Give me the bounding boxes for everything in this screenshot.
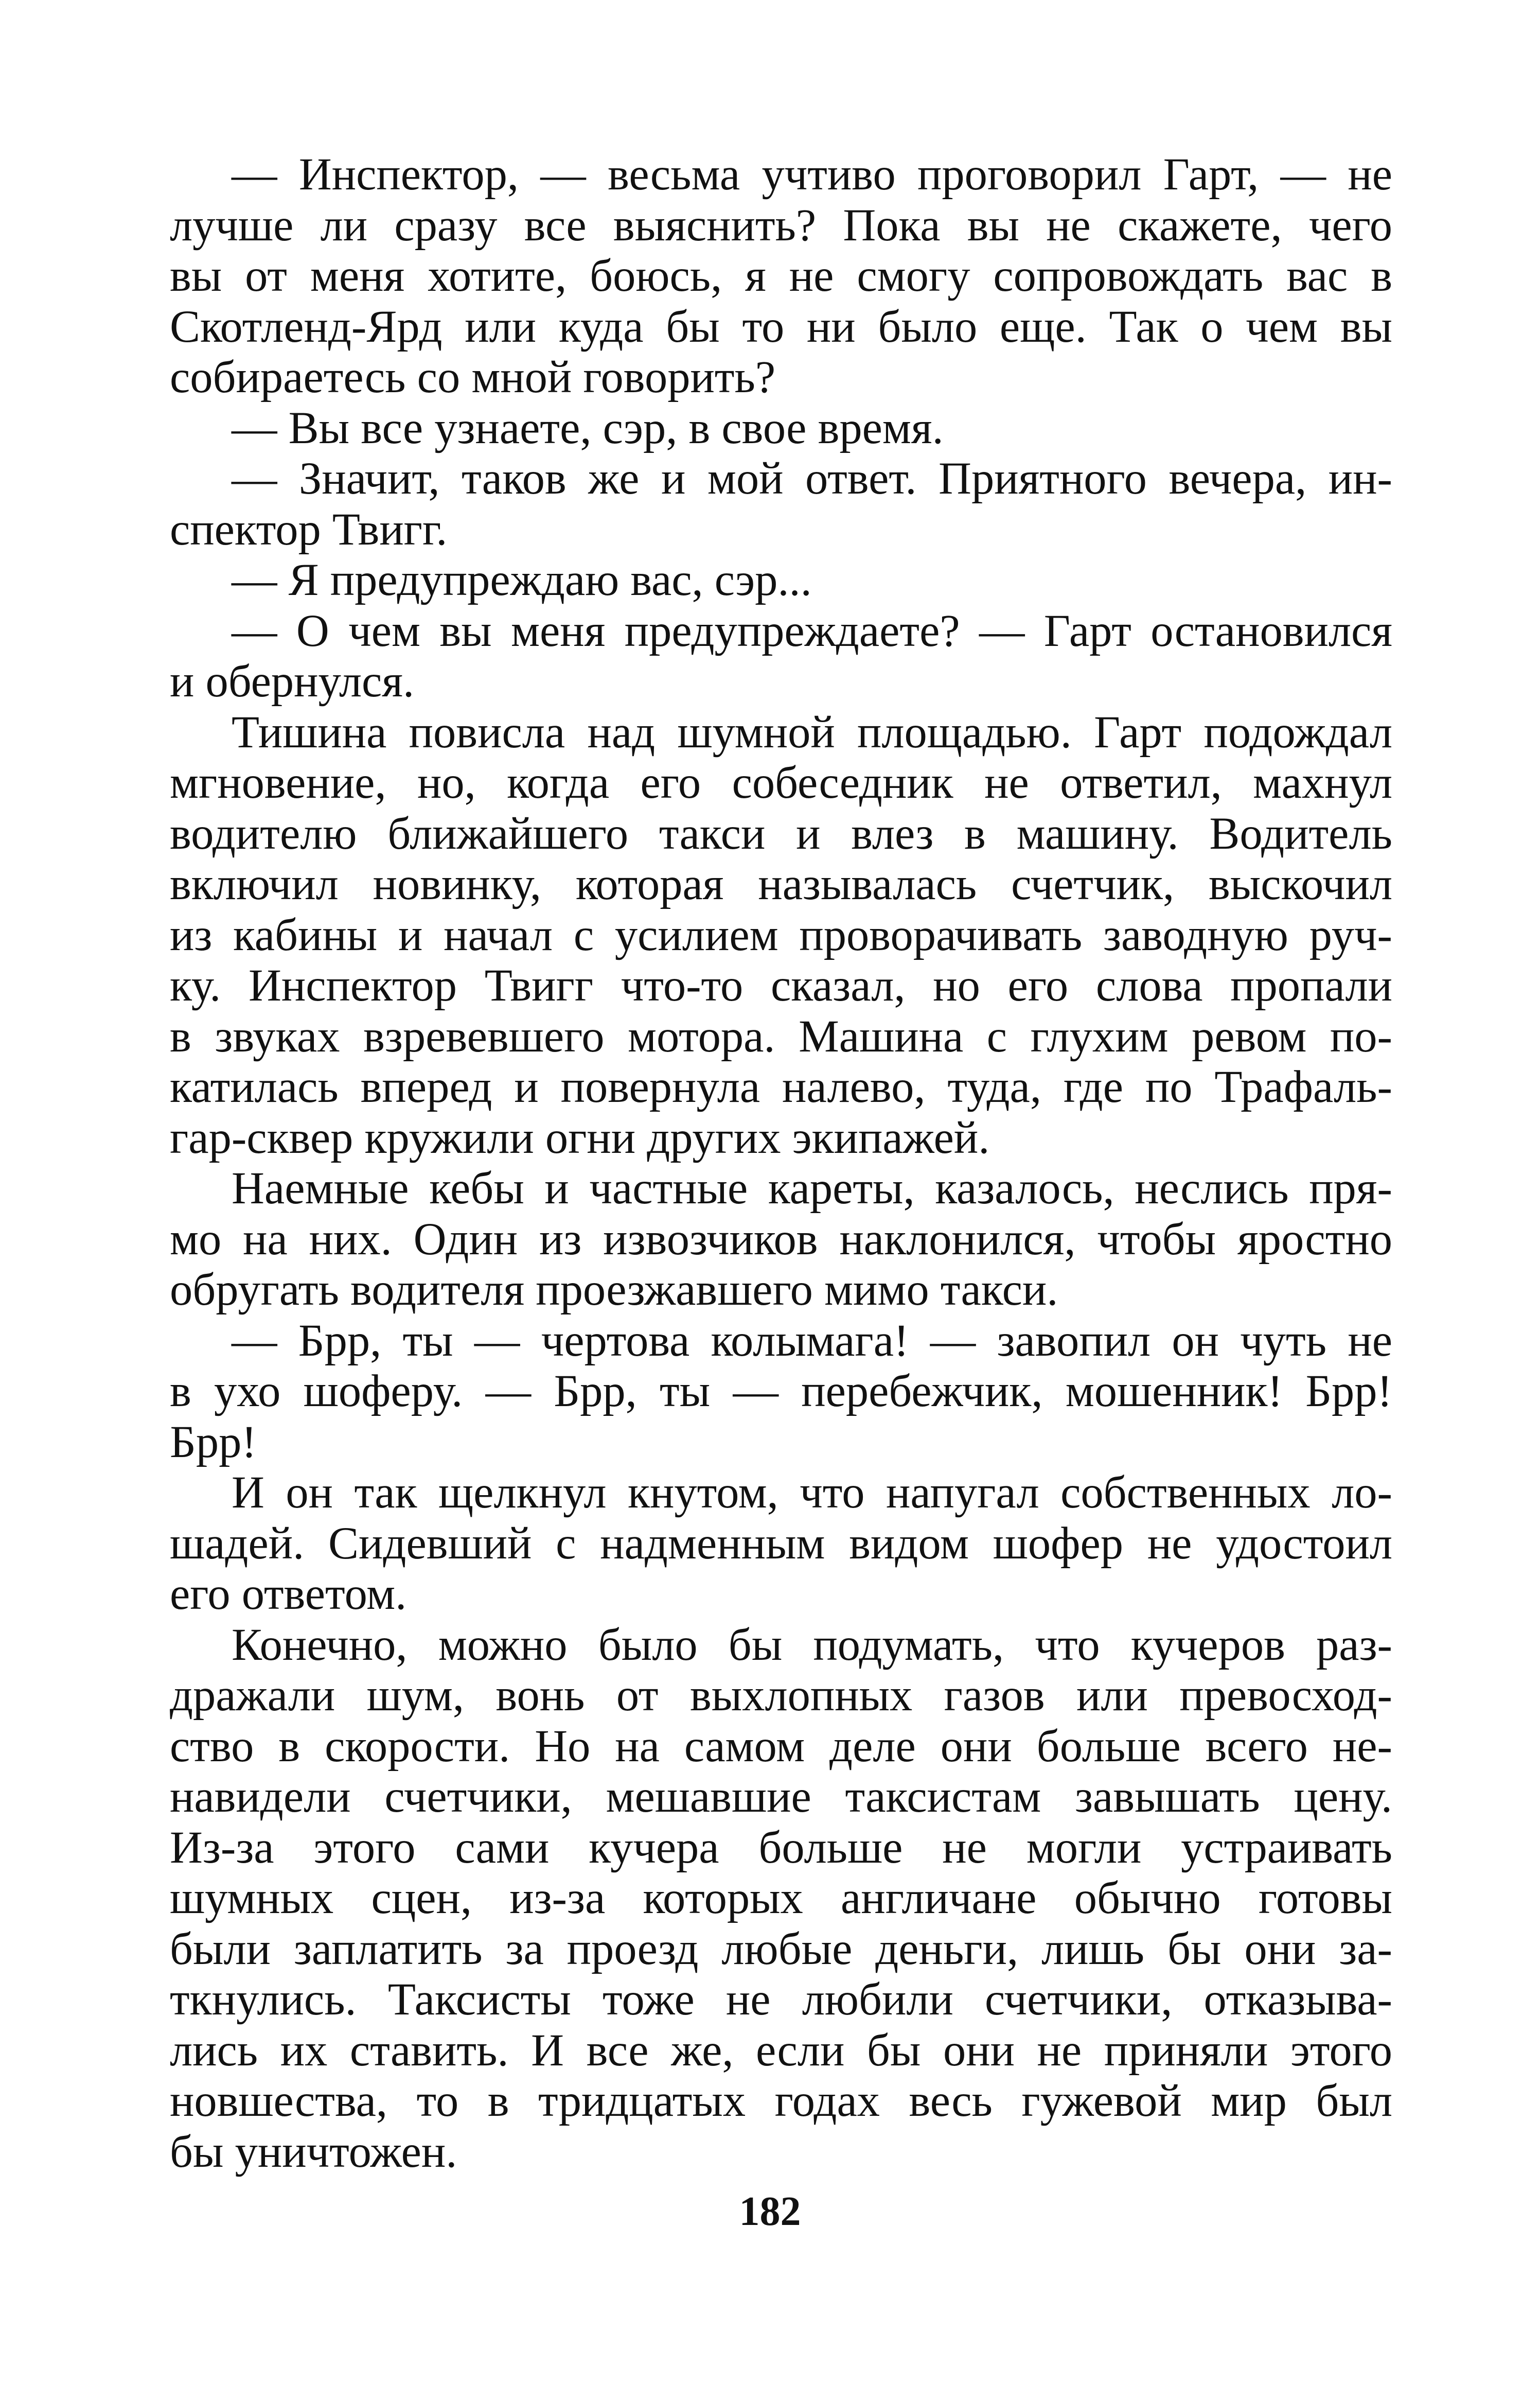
text-line: и обернулся.	[170, 656, 415, 707]
text-line: водителю ближайшего такси и влез в машину. Водитель	[170, 808, 1392, 859]
text-line: навидели счетчики, мешавшие таксистам завышать цену.	[170, 1772, 1392, 1822]
text-line: — О чем вы меня предупреждаете? — Гарт остановился	[232, 605, 1392, 656]
paragraph	[170, 1316, 1392, 1468]
text-line: лись их ставить. И все же, если бы они не приняли этого	[170, 2025, 1392, 2076]
text-line: обругать водителя проезжавшего мимо такси.	[170, 1265, 1058, 1315]
text-line: ткнулись. Таксисты тоже не любили счетчики, отказыва-	[170, 1974, 1392, 2025]
page-body	[170, 149, 1392, 2177]
text-line: собираетесь со мной говорить?	[170, 352, 776, 402]
paragraph	[170, 403, 1392, 454]
text-line: Скотленд-Ярд или куда бы то ни было еще. Так о чем вы	[170, 301, 1392, 352]
text-line: — Инспектор, — весьма учтиво проговорил Гарт, — не	[232, 149, 1392, 200]
paragraph	[170, 149, 1392, 403]
text-line: бы уничтожен.	[170, 2126, 457, 2177]
text-line: Из-за этого сами кучера больше не могли устраивать	[170, 1822, 1392, 1873]
text-line: Конечно, можно было бы подумать, что кучеров раз-	[232, 1619, 1392, 1670]
paragraph	[170, 707, 1392, 1164]
text-line: И он так щелкнул кнутом, что напугал собственных ло-	[232, 1467, 1392, 1518]
text-line: в звуках взревевшего мотора. Машина с глухим ревом по-	[170, 1011, 1392, 1062]
text-line: новшества, то в тридцатых годах весь гужевой мир был	[170, 2076, 1392, 2126]
text-line: шумных сцен, из-за которых англичане обычно готовы	[170, 1873, 1392, 1923]
text-line: катилась вперед и повернула налево, туда, где по Трафаль-	[170, 1062, 1392, 1112]
text-line: в ухо шоферу. — Брр, ты — перебежчик, мошенник! Брр!	[170, 1366, 1392, 1416]
text-line: — Значит, таков же и мой ответ. Приятного вечера, ин-	[232, 453, 1392, 504]
text-line: дражали шум, вонь от выхлопных газов или превосход-	[170, 1670, 1392, 1721]
text-line: Тишина повисла над шумной площадью. Гарт подождал	[232, 707, 1392, 758]
paragraph	[170, 1163, 1392, 1316]
paragraph	[170, 555, 1392, 606]
text-line: гар-сквер кружили огни других экипажей.	[170, 1112, 990, 1163]
text-line: мо на них. Один из извозчиков наклонился, чтобы яростно	[170, 1214, 1392, 1265]
text-line: мгновение, но, когда его собеседник не ответил, махнул	[170, 758, 1392, 808]
text-line: из кабины и начал с усилием проворачивать заводную руч-	[170, 909, 1392, 960]
paragraph	[170, 1467, 1392, 1620]
text-line: ку. Инспектор Твигг что-то сказал, но его слова пропали	[170, 960, 1392, 1011]
text-line: Брр!	[170, 1416, 257, 1467]
paragraph	[170, 453, 1392, 555]
text-line: его ответом.	[170, 1569, 407, 1619]
text-line: спектор Твигг.	[170, 504, 448, 555]
text-line: включил новинку, которая называлась счетчик, выскочил	[170, 859, 1392, 909]
text-line: ство в скорости. Но на самом деле они больше всего не-	[170, 1721, 1392, 1772]
paragraph	[170, 1620, 1392, 2178]
text-line: — Брр, ты — чертова колымага! — завопил он чуть не	[232, 1315, 1392, 1366]
text-line: были заплатить за проезд любые деньги, лишь бы они за-	[170, 1923, 1392, 1974]
paragraph	[170, 606, 1392, 707]
text-line: вы от меня хотите, боюсь, я не смогу сопровождать вас в	[170, 251, 1392, 301]
page-number: 182	[739, 2189, 801, 2234]
text-line: лучше ли сразу все выяснить? Пока вы не скажете, чего	[170, 200, 1392, 251]
text-line: — Вы все узнаете, сэр, в свое время.	[232, 402, 944, 453]
text-line: шадей. Сидевший с надменным видом шофер не удостоил	[170, 1518, 1392, 1569]
text-line: Наемные кебы и частные кареты, казалось, неслись пря-	[232, 1163, 1392, 1214]
text-line: — Я предупреждаю вас, сэр...	[232, 555, 812, 605]
